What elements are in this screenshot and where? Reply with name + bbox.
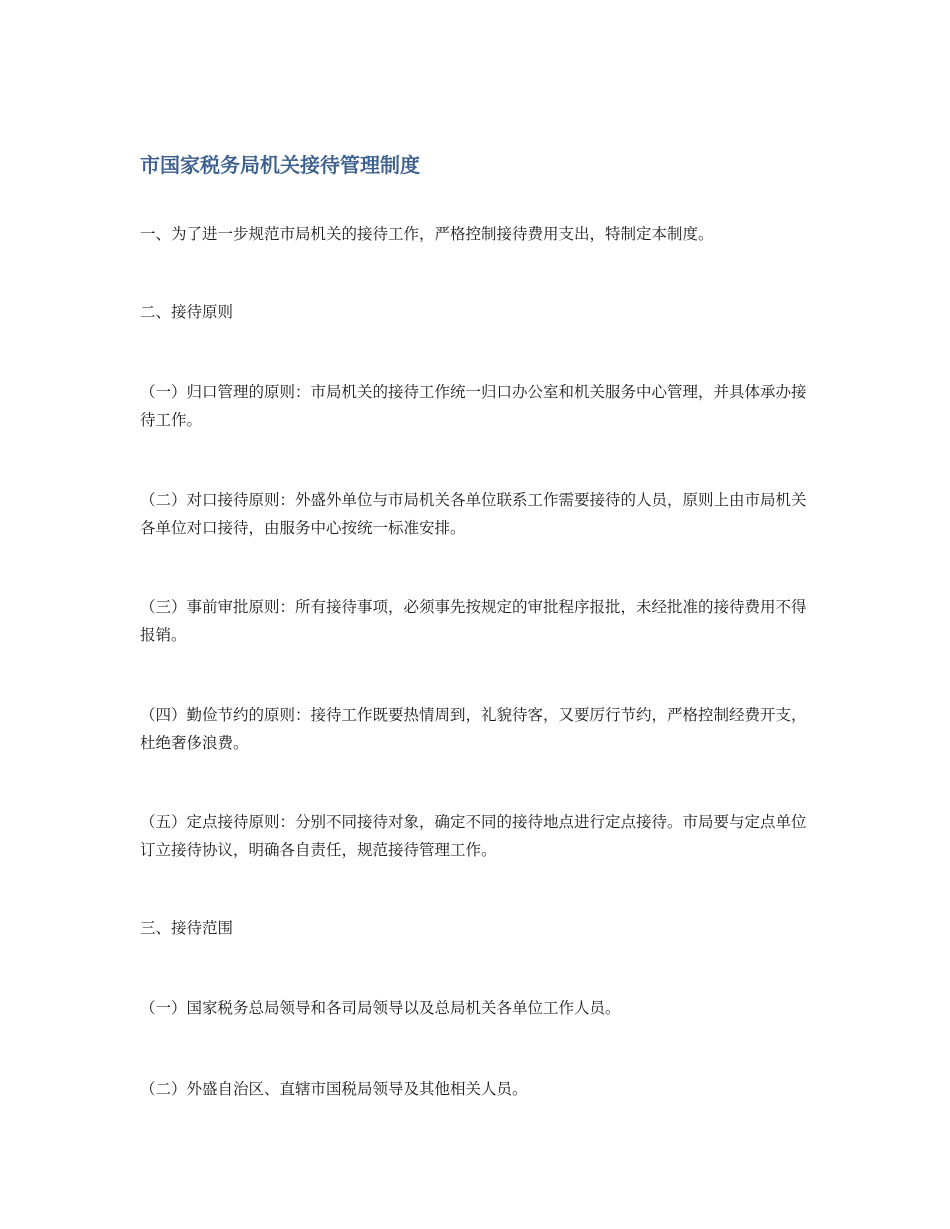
paragraph-scope-2: （二）外盛自治区、直辖市国税局领导及其他相关人员。 bbox=[140, 1080, 528, 1098]
paragraph-principle-3: （三）事前审批原则：所有接待事项，必须事先按规定的审批程序报批，未经批准的接待费用不得报销。 bbox=[140, 598, 807, 644]
section-heading-scope: 三、接待范围 bbox=[140, 919, 234, 937]
paragraph-principle-2: （二）对口接待原则：外盛外单位与市局机关各单位联系工作需要接待的人员，原则上由市局机关各单位对口接待，由服务中心按统一标准安排。 bbox=[140, 491, 807, 537]
document-title: 市国家税务局机关接待管理制度 bbox=[140, 153, 420, 177]
paragraph-principle-5: （五）定点接待原则：分别不同接待对象，确定不同的接待地点进行定点接待。市局要与定点单位订立接待协议，明确各自责任，规范接待管理工作。 bbox=[140, 813, 807, 859]
paragraph-scope-1: （一）国家税务总局领导和各司局领导以及总局机关各单位工作人员。 bbox=[140, 999, 621, 1017]
paragraph-purpose: 一、为了进一步规范市局机关的接待工作，严格控制接待费用支出，特制定本制度。 bbox=[140, 225, 714, 243]
section-heading-principles: 二、接待原则 bbox=[140, 303, 234, 321]
paragraph-principle-4: （四）勤俭节约的原则：接待工作既要热情周到，礼貌待客，又要厉行节约，严格控制经费开支，杜绝奢侈浪费。 bbox=[140, 706, 807, 752]
paragraph-principle-1: （一）归口管理的原则：市局机关的接待工作统一归口办公室和机关服务中心管理，并具体承办接待工作。 bbox=[140, 383, 807, 429]
